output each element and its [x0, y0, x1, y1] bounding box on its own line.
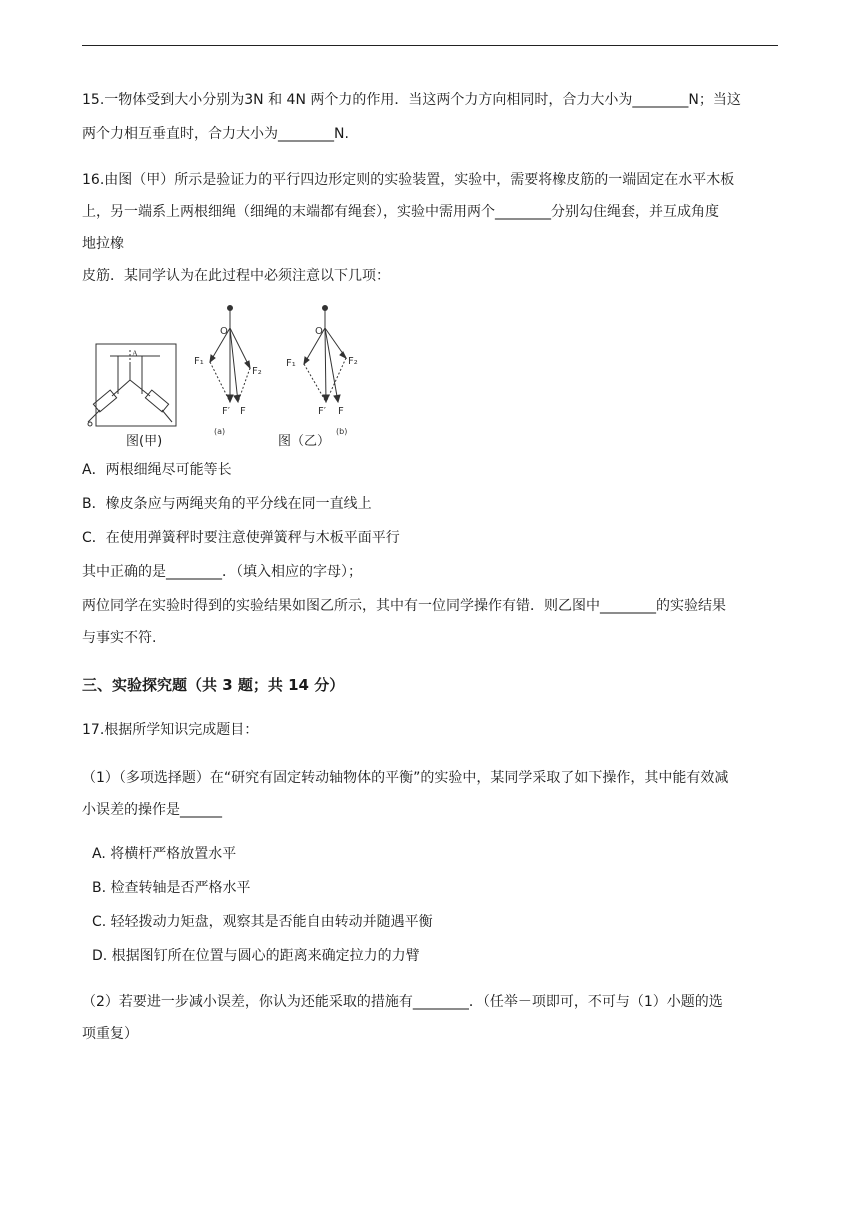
- caption-yi: 图（乙）: [278, 434, 331, 449]
- q16-option-a: A．两根细绳尽可能等长: [82, 462, 232, 478]
- label-F-b: F: [338, 406, 344, 417]
- q16-figure: [82, 298, 382, 448]
- q17-part2-line2: 项重复）: [82, 1026, 138, 1042]
- q16-option-b: B．橡皮条应与两绳夹角的平分线在同一直线上: [82, 496, 372, 512]
- label-Fp-b: F′: [318, 406, 327, 417]
- label-A: A: [132, 349, 138, 358]
- q17-option-d: D. 根据图钉所在位置与圆心的距离来确定拉力的力臂: [92, 948, 420, 964]
- label-O-b: O: [315, 326, 323, 337]
- label-F1-a: F₁: [194, 356, 204, 367]
- spring-scale-left: [93, 390, 116, 412]
- q16-line5: 其中正确的是________．（填入相应的字母）；: [82, 564, 362, 580]
- q16-line1: 16.由图（甲）所示是验证力的平行四边形定则的实验装置，实验中，需要将橡皮筋的一端固定在水平木板: [82, 172, 735, 188]
- label-F2-b: F₂: [348, 356, 358, 367]
- label-a: (a): [214, 427, 226, 436]
- q16-line2: 上，另一端系上两根细绳（细绳的末端都有绳套），实验中需用两个________分别勾住绳套，并互成角度: [82, 204, 719, 220]
- figure-a: [210, 306, 250, 403]
- q16-line6: 两位同学在实验时得到的实验结果如图乙所示，其中有一位同学操作有错．则乙图中________的实验结果: [82, 598, 726, 614]
- q17-part2-line1: （2）若要进一步减小误差，你认为还能采取的措施有________．（任举－项即可，不可与（1）小题的选: [82, 994, 723, 1010]
- q16-line7: 与事实不符.: [82, 630, 157, 646]
- section-3-title: 三、实验探究题（共 3 题；共 14 分）: [82, 676, 345, 694]
- caption-jia: 图(甲): [126, 434, 163, 449]
- q16-line3: 地拉橡: [82, 236, 124, 252]
- label-F-a: F: [240, 406, 246, 417]
- force-diagram: [82, 298, 382, 448]
- q17-part1-line2: 小误差的操作是______: [82, 802, 222, 818]
- spring-scale-right: [145, 390, 168, 412]
- q16-option-c: C．在使用弹簧秤时要注意使弹簧秤与木板平面平行: [82, 530, 400, 546]
- label-F1-b: F₁: [286, 358, 296, 369]
- q17-option-c: C. 轻轻拨动力矩盘，观察其是否能自由转动并随遇平衡: [92, 914, 433, 930]
- figure-b: [304, 306, 346, 403]
- q17-option-a: A. 将横杆严格放置水平: [92, 846, 237, 862]
- header-rule: [82, 45, 778, 46]
- label-O-a: O: [220, 326, 228, 337]
- q15-line1: 15.一物体受到大小分别为3N 和 4N 两个力的作用．当这两个力方向相同时，合力大小为________N；当这: [82, 92, 741, 108]
- q17-option-b: B. 检查转轴是否严格水平: [92, 880, 251, 896]
- q16-line4: 皮筋．某同学认为在此过程中必须注意以下几项：: [82, 268, 390, 284]
- label-Fp-a: F′: [222, 406, 231, 417]
- q15-line2: 两个力相互垂直时，合力大小为________N.: [82, 126, 349, 142]
- label-F2-a: F₂: [252, 366, 262, 377]
- label-b: (b): [336, 427, 348, 436]
- q17-part1-line1: （1）（多项选择题）在“研究有固定转动轴物体的平衡”的实验中，某同学采取了如下操作，其中能有效减: [82, 770, 729, 786]
- q17-stem: 17.根据所学知识完成题目：: [82, 722, 259, 738]
